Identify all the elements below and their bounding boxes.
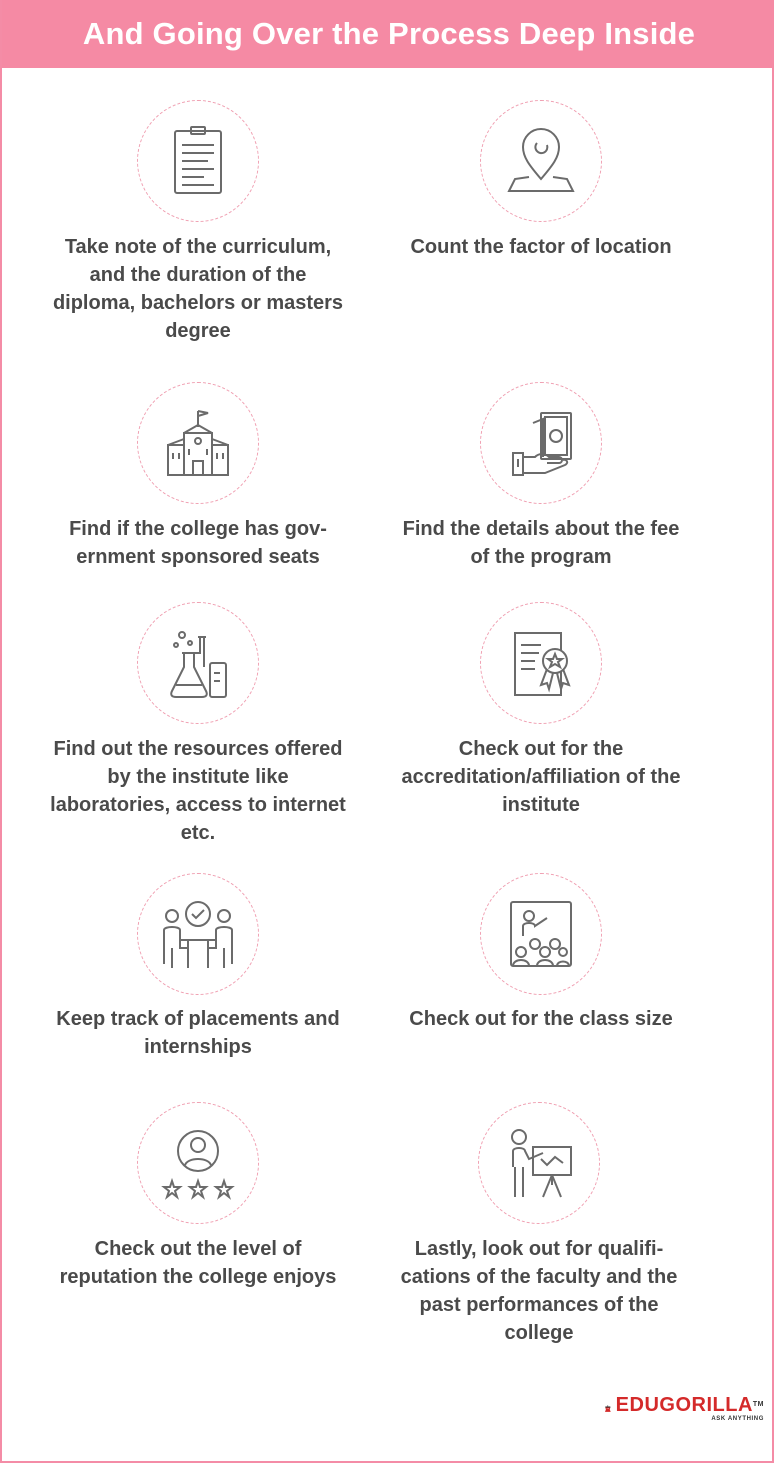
gorilla-logo-icon	[604, 1390, 612, 1426]
page-title: And Going Over the Process Deep Inside	[82, 16, 696, 51]
reputation-stars-icon	[137, 1102, 259, 1224]
money-hand-icon	[480, 382, 602, 504]
item-caption-class-size: Check out for the class size	[409, 1008, 673, 1030]
teacher-presentation-icon	[478, 1102, 600, 1224]
edugorilla-logo	[604, 1388, 764, 1428]
logo-brand: EDUGORILLA™	[615, 1393, 764, 1416]
item-caption-placements: Keep track of placements and internships	[56, 1008, 340, 1058]
placement-meeting-icon	[137, 873, 259, 995]
laboratory-flask-icon	[137, 602, 259, 724]
item-caption-accreditation: Check out for the accreditation/affiliation of the institute	[401, 738, 681, 816]
item-caption-faculty: Lastly, look out for qualifi-cations of the faculty and the past performances of the college	[400, 1238, 678, 1344]
item-caption-fee: Find the details about the fee of the program	[402, 518, 680, 568]
clipboard-icon	[137, 100, 259, 222]
location-pin-icon	[480, 100, 602, 222]
logo-tagline: ASK ANYTHING	[711, 1415, 764, 1422]
item-caption-reputation: Check out the level of reputation the college enjoys	[59, 1238, 337, 1288]
item-caption-curriculum: Take note of the curriculum, and the duration of the diploma, bachelors or masters degree	[52, 236, 344, 342]
college-building-icon	[137, 382, 259, 504]
item-caption-location: Count the factor of location	[410, 236, 672, 258]
item-caption-resources: Find out the resources offered by the institute like laboratories, access to internet etc.	[50, 738, 346, 844]
header-banner	[2, 0, 774, 68]
classroom-icon	[480, 873, 602, 995]
item-caption-govt-seats: Find if the college has gov-ernment sponsored seats	[69, 518, 327, 568]
certificate-badge-icon	[480, 602, 602, 724]
